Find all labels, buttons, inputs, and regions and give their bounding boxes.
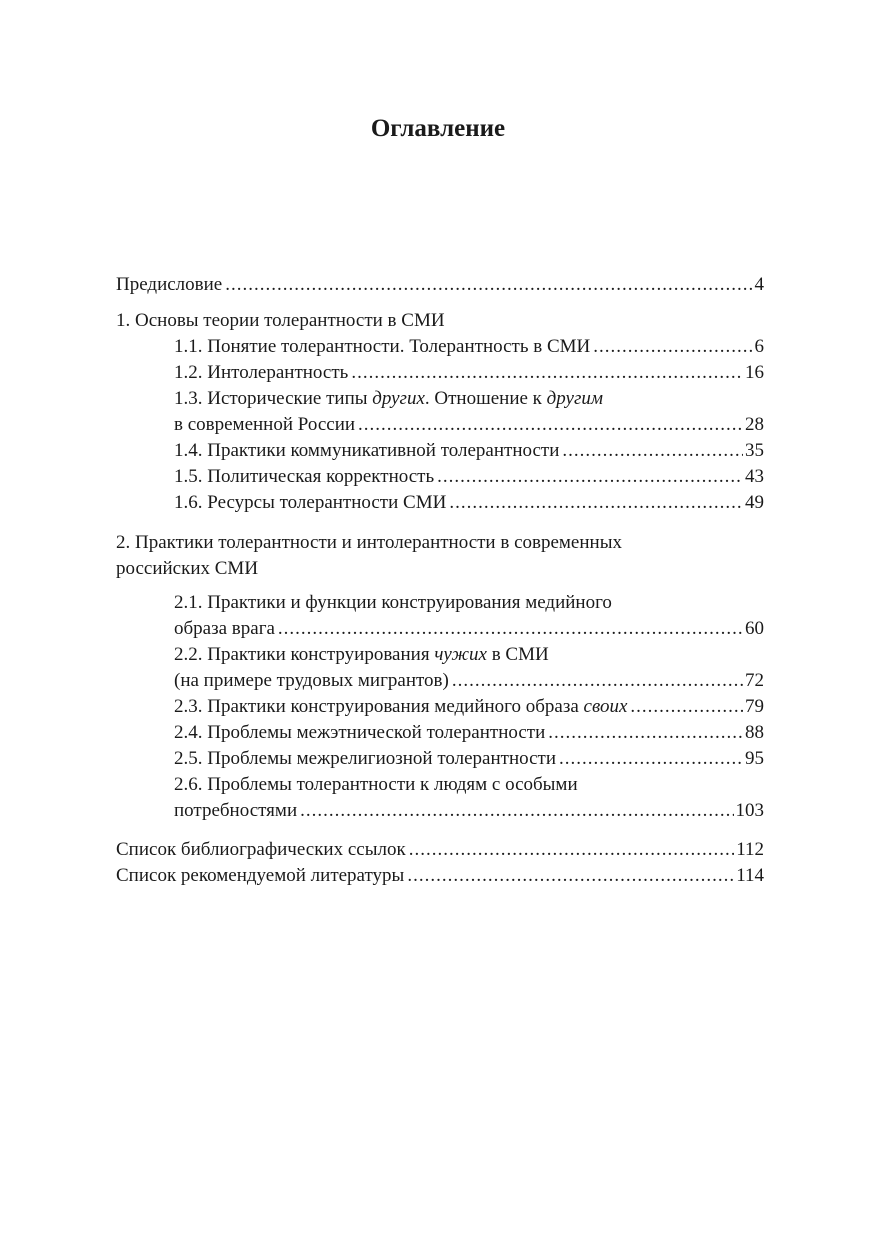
dot-leader [449, 490, 743, 516]
toc-entry-2-1-line2[interactable] [116, 616, 764, 642]
toc-entry-2-3[interactable] [116, 694, 764, 720]
toc-page-number: 60 [745, 618, 764, 639]
toc-page-number: 79 [745, 696, 764, 717]
toc-page-number: 4 [754, 274, 764, 295]
dot-leader [593, 334, 752, 360]
toc-page-number: 28 [745, 414, 764, 435]
toc-entry-label: 1.4. Практики коммуникативной толерантности [174, 440, 560, 461]
toc-entry-label: Список рекомендуемой литературы [116, 865, 405, 886]
toc-page-number: 72 [745, 670, 764, 691]
toc-entry-1-3-line1[interactable] [116, 386, 764, 412]
dot-leader [358, 412, 743, 438]
dot-leader [630, 694, 743, 720]
toc-text: . Отношение к [424, 388, 547, 409]
dot-leader [300, 798, 733, 824]
toc-entry-label: в современной России [174, 414, 356, 435]
toc-text-italic: своих [583, 696, 628, 717]
toc-entry-1-2[interactable] [116, 360, 764, 386]
toc-text: в СМИ [486, 644, 549, 665]
toc-text-italic: чужих [434, 644, 487, 665]
dot-leader [278, 616, 743, 642]
toc-page-number: 95 [745, 748, 764, 769]
toc-entry-2-1-line1[interactable]: 2.1. Практики и функции конструирования медийного [174, 592, 612, 613]
dot-leader [409, 837, 735, 863]
toc-entry-bibliography[interactable] [116, 837, 764, 863]
toc-page-number: 112 [736, 839, 764, 860]
toc-text-italic: других [372, 388, 425, 409]
toc-entry-label: Список библиографических ссылок [116, 839, 406, 860]
toc-text: 2.2. Практики конструирования [174, 644, 435, 665]
toc-page-number: 6 [754, 336, 764, 357]
toc-text-italic: другим [546, 388, 604, 409]
toc-page-number: 88 [745, 722, 764, 743]
page-title: Оглавление [370, 115, 506, 142]
dot-leader [351, 360, 743, 386]
toc-page-number: 49 [745, 492, 764, 513]
toc-entry-2-2-line1[interactable] [116, 642, 764, 668]
toc-entry-2-4[interactable] [116, 720, 764, 746]
chapter-1-title[interactable]: 1. Основы теории толерантности в СМИ [116, 310, 445, 331]
toc-text: 1.3. Исторические типы [174, 388, 373, 409]
dot-leader [407, 863, 734, 889]
toc-entry-2-6-line1[interactable]: 2.6. Проблемы толерантности к людям с особыми [174, 774, 578, 795]
toc-entry-label: 1.5. Политическая корректность [174, 466, 435, 487]
toc-entry-label: образа врага [174, 618, 275, 639]
toc-entry-1-6[interactable] [116, 490, 764, 516]
toc-entry-1-5[interactable] [116, 464, 764, 490]
dot-leader [562, 438, 743, 464]
toc-entry-label: 1.1. Понятие толерантности. Толерантность в СМИ [174, 336, 591, 357]
toc-entry-1-3-line2[interactable] [116, 412, 764, 438]
toc-entry-label: Предисловие [116, 274, 223, 295]
toc-entry-label: 2.5. Проблемы межрелигиозной толерантности [174, 748, 557, 769]
toc-page-number: 103 [735, 800, 764, 821]
toc-page-number: 43 [745, 466, 764, 487]
toc-entry-2-2-line2[interactable] [116, 668, 764, 694]
chapter-2-title-line2[interactable]: российских СМИ [116, 558, 259, 579]
dot-leader [452, 668, 743, 694]
toc-page-number: 35 [745, 440, 764, 461]
toc-entry-2-5[interactable] [116, 746, 764, 772]
toc-entry-label: 1.2. Интолерантность [174, 362, 349, 383]
toc-page-number: 114 [736, 865, 764, 886]
toc-entry-1-4[interactable] [116, 438, 764, 464]
toc-entry-label [174, 694, 630, 720]
dot-leader [559, 746, 743, 772]
toc-entry-1-1[interactable] [116, 334, 764, 360]
toc-entry-label: (на примере трудовых мигрантов) [174, 670, 449, 691]
toc-entry-2-6-line2[interactable] [116, 798, 764, 824]
dot-leader [437, 464, 743, 490]
toc-entry-label: 2.4. Проблемы межэтнической толерантности [174, 722, 546, 743]
dot-leader [225, 272, 752, 298]
table-of-contents [116, 272, 764, 889]
toc-entry-label: потребностями [174, 800, 298, 821]
dot-leader [548, 720, 743, 746]
toc-page-number: 16 [745, 362, 764, 383]
toc-entry-preface[interactable] [116, 272, 764, 298]
chapter-2-title-line1[interactable]: 2. Практики толерантности и интолерантности в современных [116, 532, 622, 553]
toc-text: 2.3. Практики конструирования медийного образа [174, 696, 584, 717]
toc-entry-label: 1.6. Ресурсы толерантности СМИ [174, 492, 447, 513]
toc-entry-recommended[interactable] [116, 863, 764, 889]
